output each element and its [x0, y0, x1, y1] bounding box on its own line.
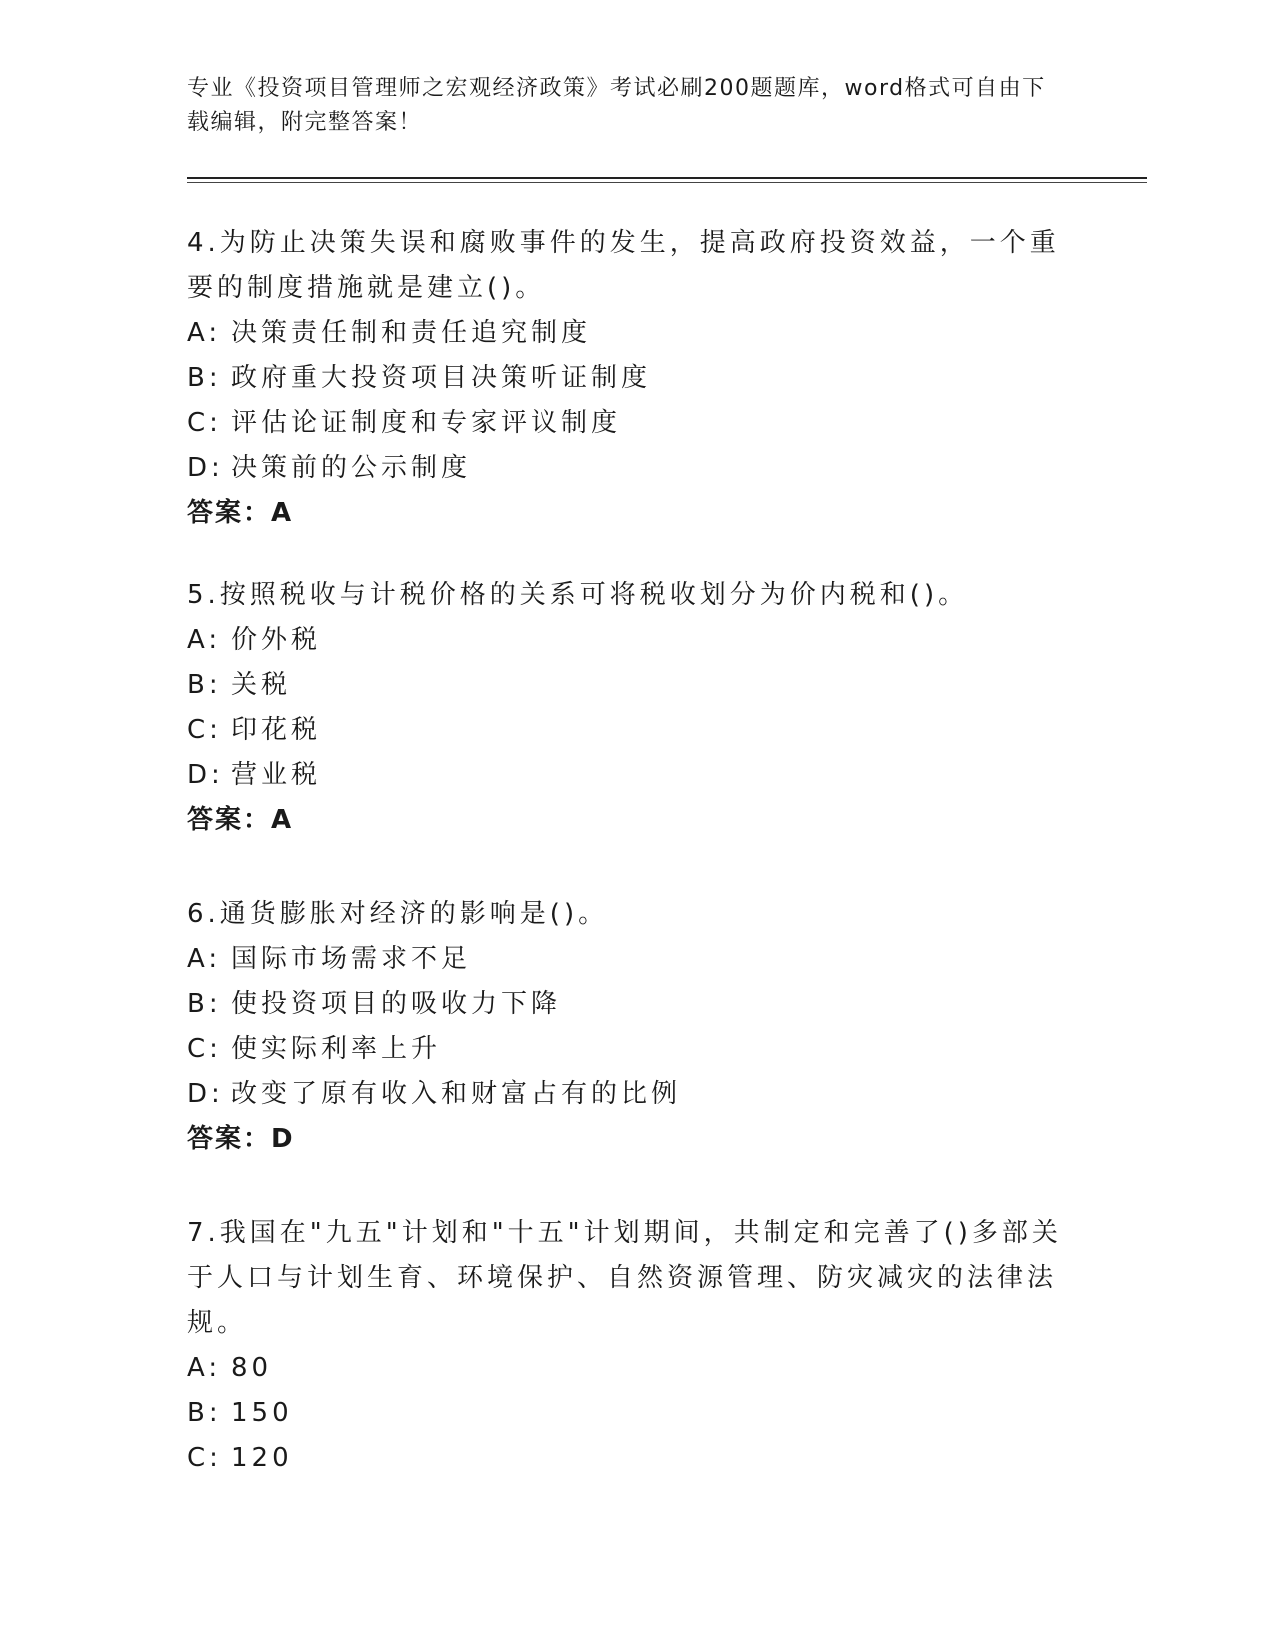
- option-key: B:: [187, 363, 222, 393]
- question-6: [187, 892, 1087, 1162]
- option-text: 80: [231, 1353, 273, 1383]
- option-key: A:: [187, 1353, 222, 1383]
- option-text: 国际市场需求不足: [231, 944, 472, 974]
- question-stem: 5.按照税收与计税价格的关系可将税收划分为价内税和()。: [187, 580, 969, 610]
- option-text: 价外税: [231, 625, 322, 655]
- option-d: [187, 446, 1087, 491]
- header-divider-thin: [187, 182, 1147, 183]
- option-b: [187, 356, 1087, 401]
- answer-line: 答案：D: [187, 1124, 295, 1154]
- option-key: B:: [187, 1398, 222, 1428]
- option-text: 改变了原有收入和财富占有的比例: [231, 1079, 682, 1109]
- option-key: D:: [187, 760, 224, 790]
- option-key: C:: [187, 715, 222, 745]
- option-text: 决策责任制和责任追究制度: [231, 318, 592, 348]
- question-stem: 7.我国在"九五"计划和"十五"计划期间，共制定和完善了()多部关于人口与计划生育、环境保护、自然资源管理、防灾减灾的法律法规。: [187, 1218, 1062, 1338]
- option-text: 使投资项目的吸收力下降: [231, 989, 562, 1019]
- answer-line: 答案：A: [187, 805, 294, 835]
- option-key: B:: [187, 989, 222, 1019]
- option-text: 印花税: [231, 715, 322, 745]
- option-a: [187, 311, 1087, 356]
- option-a: [187, 618, 1087, 663]
- option-key: C:: [187, 408, 222, 438]
- answer-line: 答案：A: [187, 498, 294, 528]
- option-c: [187, 1027, 1087, 1072]
- option-text: 120: [231, 1443, 293, 1473]
- option-key: A:: [187, 318, 222, 348]
- document-header: 专业《投资项目管理师之宏观经济政策》考试必刷200题题库，word格式可自由下载编辑，附完整答案！: [187, 76, 1046, 135]
- option-b: [187, 1391, 1087, 1436]
- option-a: [187, 937, 1087, 982]
- option-text: 决策前的公示制度: [231, 453, 472, 483]
- option-key: B:: [187, 670, 222, 700]
- option-b: [187, 982, 1087, 1027]
- option-key: C:: [187, 1443, 222, 1473]
- option-text: 关税: [231, 670, 292, 700]
- option-text: 营业税: [231, 760, 322, 790]
- question-7: [187, 1211, 1087, 1481]
- option-key: A:: [187, 625, 222, 655]
- option-key: D:: [187, 1079, 224, 1109]
- question-stem: 6.通货膨胀对经济的影响是()。: [187, 899, 609, 929]
- option-b: [187, 663, 1087, 708]
- option-text: 政府重大投资项目决策听证制度: [231, 363, 652, 393]
- option-a: [187, 1346, 1087, 1391]
- option-d: [187, 1072, 1087, 1117]
- option-c: [187, 401, 1087, 446]
- option-text: 使实际利率上升: [231, 1034, 442, 1064]
- option-text: 评估论证制度和专家评议制度: [231, 408, 622, 438]
- option-text: 150: [231, 1398, 293, 1428]
- question-4: [187, 221, 1087, 536]
- header-divider-thick: [187, 177, 1147, 179]
- option-key: C:: [187, 1034, 222, 1064]
- option-c: [187, 1436, 1087, 1481]
- question-5: [187, 573, 1087, 843]
- option-key: D:: [187, 453, 224, 483]
- option-d: [187, 753, 1087, 798]
- option-c: [187, 708, 1087, 753]
- option-key: A:: [187, 944, 222, 974]
- question-stem: 4.为防止决策失误和腐败事件的发生，提高政府投资效益，一个重要的制度措施就是建立()。: [187, 228, 1060, 303]
